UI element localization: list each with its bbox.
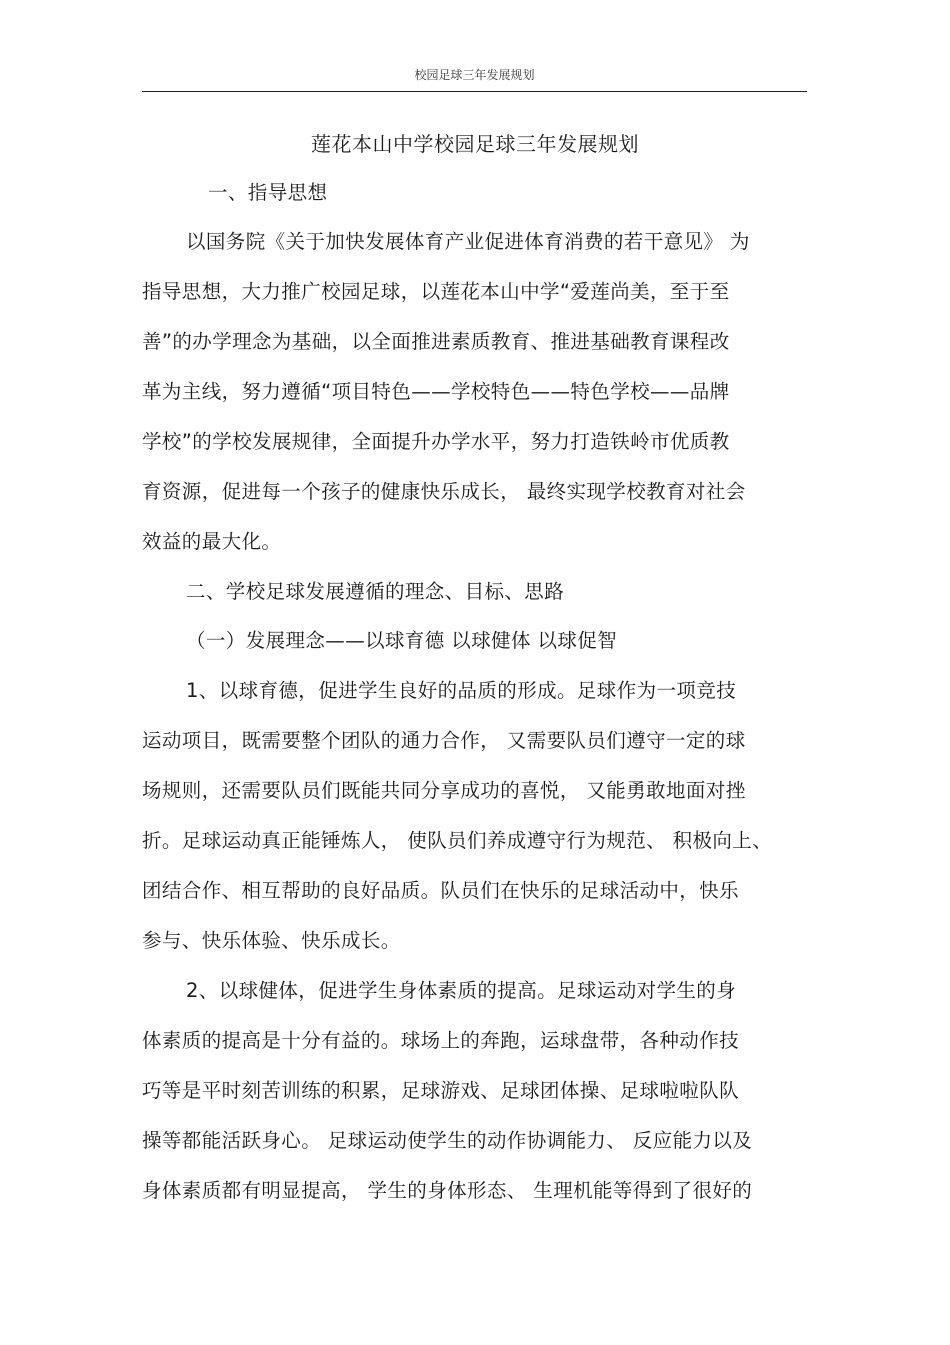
body-line: 革为主线，努力遵循“项目特色——学校特色——特色学校——品牌 (142, 380, 730, 403)
body-line: 育资源，促进每一个孩子的健康快乐成长， 最终实现学校教育对社会 (142, 480, 746, 503)
body-line: 操等都能活跃身心。 足球运动使学生的动作协调能力、 反应能力以及 (142, 1129, 753, 1152)
body-line: 折。足球运动真正能锤炼人， 使队员们养成遵守行为规范、 积极向上、 (142, 829, 773, 852)
body-line: 参与、快乐体验、快乐成长。 (142, 929, 401, 952)
body-line: 1、以球育德，促进学生良好的品质的形成。足球作为一项竞技 (186, 679, 737, 702)
header-rule (142, 91, 807, 92)
body-line: 善”的办学理念为基础，以全面推进素质教育、推进基础教育课程改 (142, 330, 730, 353)
body-line: 运动项目，既需要整个团队的通力合作， 又需要队员们遵守一定的球 (142, 729, 746, 752)
body-line: 体素质的提高是十分有益的。球场上的奔跑，运球盘带，各种动作技 (142, 1029, 740, 1052)
section-heading: 一、指导思想 (208, 181, 328, 204)
body-line: 场规则，还需要队员们既能共同分享成功的喜悦， 又能勇敢地面对挫 (142, 779, 746, 802)
subsection-heading: （一）发展理念——以球育德 以球健体 以球促智 (186, 629, 618, 652)
body-line: 以国务院《关于加快发展体育产业促进体育消费的若干意见》 为 (186, 230, 750, 253)
document-title: 莲花本山中学校园足球三年发展规划 (311, 132, 639, 156)
body-line: 指导思想，大力推广校园足球，以莲花本山中学“爱莲尚美，至于至 (142, 280, 730, 303)
body-line: 团结合作、相互帮助的良好品质。队员们在快乐的足球活动中，快乐 (142, 879, 740, 902)
body-line: 学校”的学校发展规律，全面提升办学水平，努力打造铁岭市优质教 (142, 430, 730, 453)
body-line: 2、以球健体，促进学生身体素质的提高。足球运动对学生的身 (186, 979, 737, 1002)
body-line: 巧等是平时刻苦训练的积累，足球游戏、足球团体操、足球啦啦队队 (142, 1079, 740, 1102)
running-header: 校园足球三年发展规划 (414, 68, 535, 82)
body-line: 身体素质都有明显提高， 学生的身体形态、 生理机能等得到了很好的 (142, 1179, 753, 1202)
body-line: 效益的最大化。 (142, 530, 282, 553)
section-heading: 二、学校足球发展遵循的理念、目标、思路 (186, 580, 565, 603)
